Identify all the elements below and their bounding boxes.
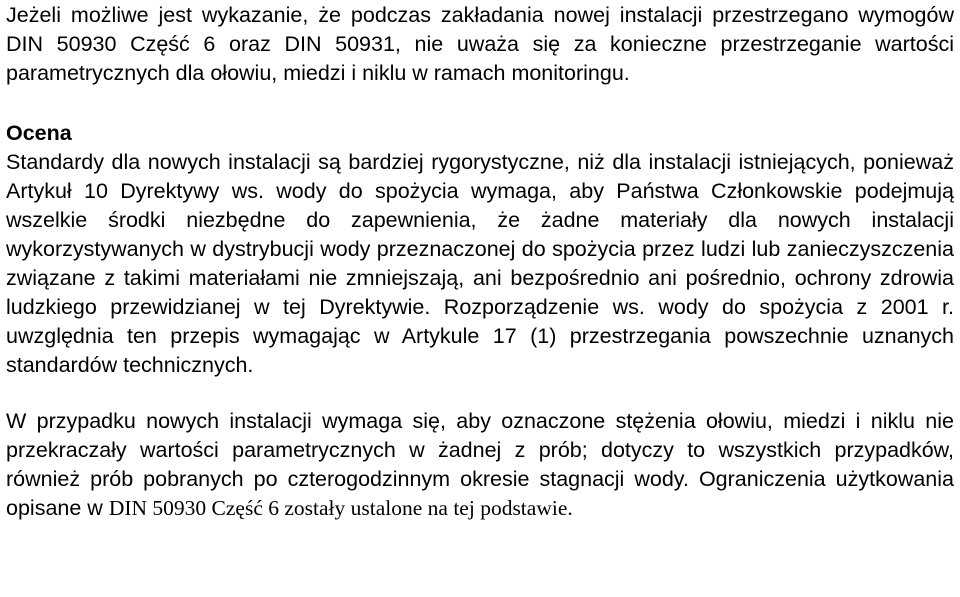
section-heading-ocena: Ocena bbox=[6, 121, 72, 145]
paragraph-din-monitoring: Jeżeli możliwe jest wykazanie, że podczas zakładania nowej instalacji przestrzegano wymogów DIN 50930 Część 6 oraz DIN 50931, nie uważa się za konieczne przestrzeganie wartości parametrycznych dla ołowiu, miedzi i niklu w ramach monitoringu. bbox=[6, 3, 954, 85]
paragraph-standards: Standardy dla nowych instalacji są bardziej rygorystyczne, niż dla instalacji istniejących, ponieważ Artykuł 10 Dyrektywy ws. wody do spożycia wymaga, aby Państwa Członkowskie podejmują wszelkie środki niezbędne do zapewnienia, że żadne materiały dla nowych instalacji wykorzystywanych w dystrybucji wody przeznaczonej do spożycia przez ludzi lub zanieczyszczenia związane z takimi materiałami nie zmniejszają, ani bezpośrednio ani pośrednio, ochrony zdrowia ludzkiego przewidzianej w tej Dyrektywie. Rozporządzenie ws. wody do spożycia z 2001 r. uwzględnia ten przepis wymagając w Artykule 17 (1) przestrzegania powszechnie uznanych standardów technicznych. bbox=[6, 150, 954, 377]
paragraph-new-installations-serif-tail: DIN 50930 Część 6 zostały ustalone na tej podstawie. bbox=[108, 496, 573, 520]
paragraph-new-installations-main: W przypadku nowych instalacji wymaga się, aby oznaczone stężenia ołowiu, miedzi i niklu nie przekraczały wartości parametrycznych w żadnej z prób; dotyczy to wszystkich przypadków, również prób pobranych po czterogodzinnym okresie stagnacji wody. Ograniczenia użytkowania opisane w bbox=[6, 409, 954, 520]
document-body bbox=[6, 0, 954, 523]
paragraph-new-installations bbox=[6, 407, 954, 523]
